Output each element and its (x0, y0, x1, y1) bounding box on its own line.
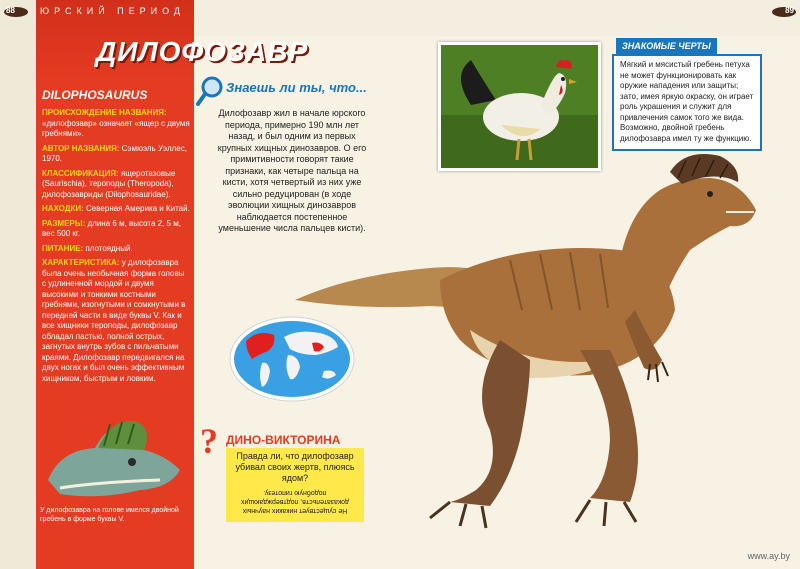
familiar-features-box: Мягкий и мясистый гребень петуха не может функционировать как оружие нападения или защиты; зато, имея яркую окраску, он играет роль украшения и служит для привлечения самок того же вида. Возможно, двойной гребень дилофозавра имел ту же функцию. (612, 54, 762, 151)
page-title: ДИЛОФОЗАВР (96, 36, 309, 67)
dinosaur-head-illustration (40, 410, 190, 505)
fact-item: ПРОИСХОЖДЕНИЕ НАЗВАНИЯ: «дилофозавр» означает «ящер с двумя гребнями». (42, 108, 190, 138)
quiz-question: Правда ли, что дилофозавр убивал своих жертв, плюясь ядом? (235, 451, 355, 483)
fact-item: АВТОР НАЗВАНИЯ: Сэмюэль Уэллес, 1970. (42, 143, 187, 163)
watermark: www.ay.by (747, 551, 790, 561)
head-caption: У дилофозавра на голове имелся двойной гребень в форме буквы V. (40, 507, 179, 523)
fact-item: НАХОДКИ: Северная Америка и Китай. (42, 204, 190, 213)
section-label: ЮРСКИЙ ПЕРИОД (40, 6, 186, 16)
latin-name: DILOPHOSAURUS (42, 88, 148, 102)
fact-item: ХАРАКТЕРИСТИКА: у дилофозавра была очень необычная форма головы с удлиненной мордой и двумя высокими и тонкими костными гребнями, изогнутыми и сомкнутыми в передней части в виде буквы V. Как и все хищники тероподы, дилофозавр обладал пастью, полной острых, загнутых внутрь зубов с пильчатыми краями. Дилофозавр передвигался на двух ногах и был очень эффективным хищником, быстрым и ловким. (42, 258, 186, 383)
page-number-right: 89 (785, 6, 794, 15)
question-mark-icon: ? (200, 421, 218, 461)
dilophosaurus-illustration (290, 150, 765, 550)
familiar-features-title: ЗНАКОМЫЕ ЧЕРТЫ (616, 38, 717, 54)
did-you-know-title: Знаешь ли ты, что... (226, 80, 367, 95)
quiz-answer-upside-down: Не существует никаких научных доказательств, подтверждающих подобную гипотезу. (240, 489, 350, 514)
did-you-know-text: Дилофозавр жил в начале юрского периода, примерно 190 млн лет назад, и был одним из первых крупных хищных динозавров. О его примитивности говорят такие признаки, как четыре пальца на кисти, хотя четвертый из них уже сильно редуцирован (в ходе эволюции хищных динозавров наблюдается постепенное уменьшение числа пальцев кисти). (217, 108, 367, 233)
magnifier-icon (196, 76, 224, 106)
fact-list (42, 108, 190, 388)
fact-item: ПИТАНИЕ: плотоядный. (42, 243, 133, 253)
fact-item: РАЗМЕРЫ: длина 6 м, высота 2, 5 м, вес 500 кг. (42, 218, 181, 238)
fact-item: КЛАССИФИКАЦИЯ: ящеротазовые (Saurischia), тероподы (Theropoda), дилофозавриды (Dilophosauridae). (42, 168, 176, 199)
page-number-left: 88 (6, 6, 15, 15)
left-margin (0, 0, 36, 569)
quiz-title: ДИНО-ВИКТОРИНА (226, 433, 341, 447)
